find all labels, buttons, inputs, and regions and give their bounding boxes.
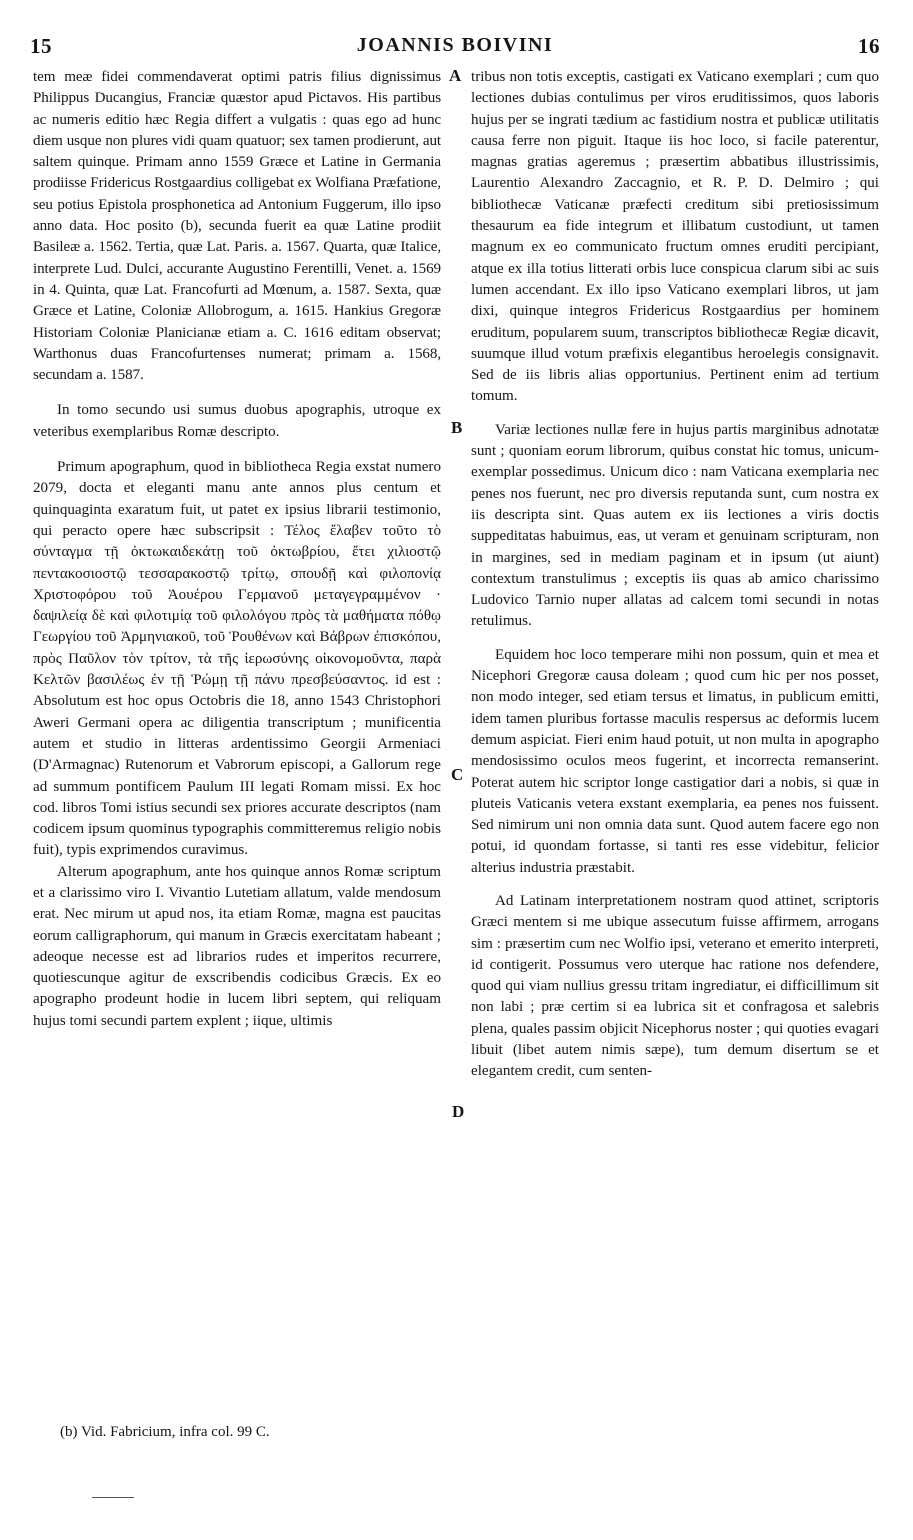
left-paragraph-1: tem meæ fidei commendaverat optimi patris filius dignissimus Philippus Ducangius, Franciæ quæstor apud Pictavos. His partibus ac numeris editio hæc Regia differt a vulgatis : quas ego ad hunc diem usque non plures vidi quam quatuor; sex tamen prodierunt, aut saltem quinque. Primam anno 1559 Græce et Latine in Germania prodiisse Fridericus Rostgaardius colligebat ex Wolfiana Præfatione, seu potius Epistola prosphonetica ad Antonium Fuggerum, illo ipso anno data. Hoc posito (b), secunda fuerit ea quæ Latine prodiit Basileæ a. 1562. Tertia, quæ Lat. Paris. a. 1567. Quarta, quæ Italice, interprete Lud. Dulci, accurante Augustino Ferentilli, Venet. a. 1569 in 4. Quinta, quæ Lat. Francofurti ad Mœnum, a. 1587. Sexta, quæ Græce et Latine, Coloniæ Allobrogum, a. 1615. Hankius Gregoræ Historiam Coloniæ Planicianæ etiam a. C. 1616 editam observat; Warthonus duas Francofurtenses numerat; primam a. 1568, secundam a. 1587. xyxy=(33,69,441,384)
left-paragraph-3: Primum apographum, quod in bibliotheca Regia exstat numero 2079, docta et eleganti manu ante annos plus centum et quinquaginta exaratum fuit, ut patet ex ipsius librarii testimonio, qui peracto opere hæc subscripsit : Τέλος ἔλαβεν τοῦτο τὸ σύνταγμα τῇ ὀκτωκαιδεκάτῃ τοῦ ὀκτωβρίου, ἔτει χιλιοστῷ πεντακοσιοστῷ τεσσαρακοστῷ τρίτῳ, σπουδῇ καὶ φιλοπονίᾳ Χριστοφόρου τοῦ Ἀουέρου Γερμανοῦ μεταγεγραμμένον · δαψιλείᾳ δὲ καὶ φιλοτιμίᾳ τοῦ φιλολόγου πρὸς τὰ μαθήματα πόθῳ Γεωργίου τοῦ Ἀρμηνιακοῦ, τοῦ Ῥουθένων καὶ Βάβρων ἐπισκόπου, πρὸς Παῦλον τὸν τρίτον, τὰ τῆς ἱερωσύνης οἰκονομοῦντα, παρὰ Κελτῶν βασιλέως ἐν τῇ Ῥώμῃ τῇ πάνυ πρεσβεύσαντος. id est : Absolutum est hoc opus Octobris die 18, anno 1543 Christophori Aweri Germani opera ac diligentia transcriptum ; munificentia autem et studio in litteras ardentissimo Georgii Armeniaci (D'Armagnac) Rutenorum et Vabrorum episcopi, a Gallorum rege ad summum pontificem Paulum III legati Romam missi. Ex hoc cod. libros Tomi istius secundi sex priores accurate descriptos (nam codicem ipsum quominus typographis committeremus religio nobis fuit), typis exprimendos curavimus. xyxy=(33,459,441,859)
right-paragraph-2: Variæ lectiones nullæ fere in hujus partis marginibus adnotatæ sunt ; quoniam eorum librorum, quibus constat hic tomus, unicum-exemplar possedimus. Unicum dico : nam Vaticana exemplaria nec penes nos fuerunt, nec pro diversis reputanda sunt, cum nostra ex iis descripta sint. Quas autem ex iis lectiones a viris doctis suppeditatas habuimus, eas, ut veram et genuinam scripturam, non in margines, sed in mediam paginam et in ipsum (ut aiunt) contextum transtulimus ; exceptis iis quas ab amico charissimo Ludovico Tarnio nuper allatas ad calcem tomi secundi in notas retulimus. xyxy=(471,421,879,630)
left-paragraph-4: Alterum apographum, ante hos quinque annos Romæ scriptum et a clarissimo viro I. Vivantio Lutetiam allatum, valde mendosum erat. Nec mirum ut apud nos, ita etiam Romæ, magna est paucitas eorum calligraphorum, qui manum in Græcis exercitatam habeant ; adeoque necesse est ad librarios rudes et imperitos recurrere, quotiescunque agitur de exscribendis codicibus Græcis. Ex eo apographo prodeunt hodie in lucem libri septem, qui reliquam hujus tomi secundi partem explent ; iique, ultimis xyxy=(33,863,441,1029)
right-column xyxy=(471,67,879,1083)
page-number-right: 16 xyxy=(858,34,880,58)
page-header xyxy=(30,34,880,64)
footer-rule xyxy=(92,1497,134,1498)
running-title: JOANNIS BOIVINI xyxy=(356,34,554,56)
margin-marker-a: A xyxy=(449,66,462,85)
page-number-left: 15 xyxy=(30,34,52,58)
right-paragraph-1: tribus non totis exceptis, castigati ex Vaticano exemplari ; cum quo lectiones dubias contulimus per viros eruditissimos, quos laboris hujus per se ingrati tædium ac fastidium nostra et publicæ utilitatis causa ferre non piguit. Itaque iis hoc loco, si facile paterentur, magnas gratias ageremus ; præsertim abbatibus illustrissimis, Laurentio Alexandro Zaccagnio, et R. P. D. Delmiro ; qui bibliothecæ Vaticanæ præfecti creditum sibi pretiosissimum thesaurum ea fide integrum et illibatum custodiunt, ut tamen magnum ex eo communicato fructum omnes eruditi percipiant, atque ex illa totius litterati orbis luce conspicua clarum sibi ac suis lumen accendant. Ex illo ipso Vaticano exemplari libros, ut jam dixi, quinque integros Fridericus Rostgaardius per hominem eruditum, popularem suum, transcriptos bibliothecæ Regiæ dicavit, suumque illud votum præfixis elegantibus heroelegis consignavit. Sed de iis libris alias opportunius. Pertinent enim ad tertium tomum. xyxy=(471,69,879,405)
footnote: (b) Vid. Fabricium, infra col. 99 C. xyxy=(60,1424,270,1440)
left-paragraph-2: In tomo secundo usi sumus duobus apographis, utroque ex veteribus exemplaribus Romæ descripto. xyxy=(33,402,441,440)
margin-marker-d: D xyxy=(452,1102,465,1121)
right-paragraph-4: Ad Latinam interpretationem nostram quod attinet, scriptoris Græci mentem si me ubique assecutum fuisse affirmem, arrogans sim : præsertim cum nec Wolfio ipsi, veterano et emerito interpreti, id contigerit. Possumus vero uterque hac ratione nos defendere, quod qui viam nullius gressu tritam ingrediatur, ei difficillimum sit non labi ; præ certim si ea lubrica sit et confragosa et salebris plena, quales passim objicit Nicephorus noster ; qui quoties evagari libuit (libet autem nimis sæpe), tum demum disertum se et elegantem credit, cum senten- xyxy=(471,892,879,1080)
margin-marker-b: B xyxy=(451,418,463,437)
left-column xyxy=(33,67,441,1032)
margin-marker-c: C xyxy=(451,765,464,784)
right-paragraph-3: Equidem hoc loco temperare mihi non possum, quin et mea et Nicephori Gregoræ causa doleam ; quod cum hic per nos posset, non modo integer, sed etiam tersus et limatus, in publicum emitti, idem tamen pluribus fortasse maculis respersus ac deformis lucem demum aspiciat. Fieri enim haud potuit, ut non multa in apographo mendosissimo oculos meos fugerint, et incorrecta remanserint. Poterat autem hic scriptor longe castigatior dari a nobis, si quæ in pluteis Vaticanis vetera exstant exemplaria, ea penes nos fuissent. Sed nimirum uni non omnia data sunt. Quod autem facere ego non potui, id quondam fortasse, si tanti res esse videbitur, felicior alterius industria præstabit. xyxy=(471,646,879,876)
